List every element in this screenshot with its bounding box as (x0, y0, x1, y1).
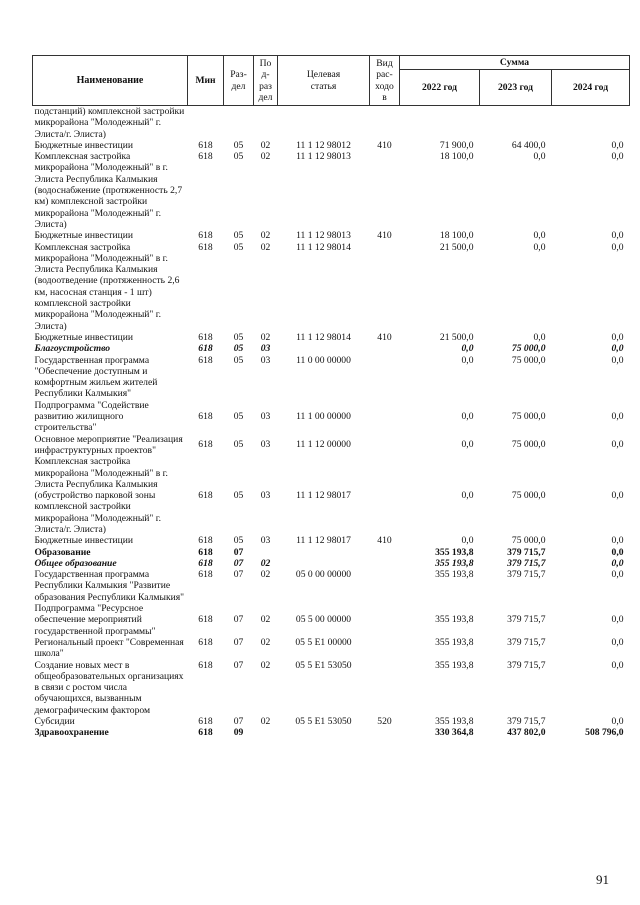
cell-target (278, 558, 370, 569)
cell-podrazdel: 02 (260, 230, 271, 242)
cell-razdel: 05 (233, 139, 244, 151)
cell-2024: 0,0 (611, 354, 624, 366)
cell-2022: 18 100,0 (439, 230, 474, 242)
cell-2022: 71 900,0 (439, 139, 474, 151)
cell-name: Государственная программа "Обеспечение доступным и комфортным жильем жителей Республики Калмыкия" (34, 354, 158, 400)
table-row (33, 355, 630, 400)
cell-2022: 355 193,8 (435, 716, 474, 728)
table-row (33, 603, 630, 637)
header-razdel: Раз- дел (224, 56, 254, 106)
cell-target: 05 5 E1 53050 (295, 659, 352, 671)
cell-2023: 64 400,0 (511, 139, 546, 151)
cell-2023: 75 000,0 (511, 343, 546, 355)
cell-razdel: 07 (233, 659, 244, 671)
cell-2024 (552, 106, 630, 140)
table-row (33, 569, 630, 603)
cell-2023: 0,0 (533, 151, 546, 163)
cell-2024: 0,0 (611, 151, 624, 163)
cell-name: Бюджетные инвестиции (34, 535, 133, 547)
cell-2024: 0,0 (611, 557, 624, 569)
cell-podrazdel: 02 (260, 241, 271, 253)
cell-target: 05 5 00 00000 (295, 614, 352, 626)
cell-target: 11 0 00 00000 (296, 354, 351, 366)
table-body (33, 106, 630, 739)
cell-podrazdel: 03 (260, 354, 271, 366)
cell-vid: 520 (377, 716, 392, 728)
cell-podrazdel: 03 (260, 343, 271, 355)
cell-vid (370, 242, 400, 332)
cell-target: 11 1 12 98012 (296, 139, 351, 151)
cell-2022: 355 193,8 (435, 557, 474, 569)
cell-2023: 0,0 (533, 331, 546, 343)
cell-min: 618 (198, 569, 213, 581)
cell-name: Комплексная застройка микрорайона "Молодежный" в г. Элиста Республика Калмыкия (водоотведение (протяженность 2,6 км, насосная станция - 1 шт) комплексной застройки микрорайона "Молодежный" г. Элиста) (34, 241, 180, 332)
cell-razdel: 07 (233, 636, 244, 648)
cell-2023: 379 715,7 (507, 636, 546, 648)
cell-podrazdel: 02 (260, 557, 271, 569)
cell-name: Образование (34, 546, 91, 558)
cell-2022: 355 193,8 (435, 659, 474, 671)
cell-vid (370, 400, 400, 434)
cell-razdel: 07 (233, 614, 244, 626)
table-row (33, 434, 630, 457)
cell-vid: 410 (377, 331, 392, 343)
table-row (33, 332, 630, 343)
cell-2022: 0,0 (461, 490, 474, 502)
cell-2024: 0,0 (611, 241, 624, 253)
cell-2023: 75 000,0 (511, 535, 546, 547)
cell-target (278, 343, 370, 354)
budget-table (32, 55, 630, 739)
cell-2023: 379 715,7 (507, 569, 546, 581)
table-row (33, 637, 630, 660)
budget-table-page (32, 55, 629, 739)
cell-target (278, 106, 370, 140)
cell-2022: 0,0 (461, 343, 474, 355)
cell-podrazdel: 03 (260, 535, 271, 547)
table-row (33, 106, 630, 140)
header-2024: 2024 год (552, 70, 630, 106)
cell-razdel: 07 (233, 569, 244, 581)
cell-2022 (400, 106, 480, 140)
cell-2022: 21 500,0 (439, 331, 474, 343)
table-row (33, 230, 630, 241)
cell-target: 11 1 00 00000 (296, 411, 351, 423)
cell-razdel: 05 (233, 535, 244, 547)
cell-min: 618 (198, 230, 213, 242)
cell-2024: 0,0 (611, 439, 624, 451)
cell-min (188, 106, 224, 140)
cell-name: Субсидии (34, 716, 75, 728)
cell-min: 618 (198, 535, 213, 547)
cell-2022: 21 500,0 (439, 241, 474, 253)
cell-target: 11 1 12 98017 (296, 535, 351, 547)
cell-min: 618 (198, 490, 213, 502)
cell-razdel: 07 (233, 546, 244, 558)
cell-2024: 0,0 (611, 716, 624, 728)
cell-2024: 0,0 (611, 230, 624, 242)
cell-podrazdel: 02 (260, 716, 271, 728)
cell-2022: 18 100,0 (439, 151, 474, 163)
cell-vid: 410 (377, 535, 392, 547)
cell-name: Региональный проект "Современная школа" (34, 636, 184, 660)
cell-2024: 0,0 (611, 331, 624, 343)
cell-podrazdel: 02 (260, 331, 271, 343)
cell-name: подстанций) комплексной застройки микрорайона "Молодежный" г. Элиста/г. Элиста) (34, 106, 185, 140)
cell-2023: 75 000,0 (511, 354, 546, 366)
cell-podrazdel: 03 (260, 490, 271, 502)
cell-name: Комплексная застройка микрорайона "Молодежный" в г. Элиста Республика Калмыкия (обустройство парковой зоны комплексной застройки микрорайона "Молодежный" г. Элиста/г. Элиста) (34, 456, 168, 535)
cell-min: 618 (198, 139, 213, 151)
cell-2023: 75 000,0 (511, 490, 546, 502)
cell-2023: 379 715,7 (507, 716, 546, 728)
cell-podrazdel: 02 (260, 569, 271, 581)
cell-podrazdel (254, 727, 278, 738)
cell-2024: 0,0 (611, 490, 624, 502)
cell-name: Государственная программа Республики Калмыкия "Развитие образования Республики Калмыкия" (34, 569, 185, 603)
cell-min: 618 (198, 614, 213, 626)
cell-2024: 0,0 (611, 411, 624, 423)
cell-2022: 355 193,8 (435, 546, 474, 558)
cell-podrazdel: 03 (260, 411, 271, 423)
cell-razdel: 05 (233, 241, 244, 253)
cell-target: 11 1 12 98014 (296, 241, 351, 253)
table-row (33, 140, 630, 151)
cell-name: Создание новых мест в общеобразовательных организациях в связи с ростом числа обучающихся, вызванным демографическим фактором (34, 659, 184, 716)
cell-2023: 75 000,0 (511, 411, 546, 423)
cell-vid (370, 660, 400, 716)
cell-min: 618 (198, 727, 213, 739)
cell-2022: 0,0 (461, 354, 474, 366)
cell-2023 (480, 106, 552, 140)
cell-2024: 0,0 (611, 546, 624, 558)
cell-2023: 379 715,7 (507, 557, 546, 569)
cell-2024: 0,0 (611, 614, 624, 626)
cell-razdel (224, 106, 254, 140)
cell-podrazdel: 02 (260, 636, 271, 648)
cell-vid (370, 355, 400, 400)
cell-2023: 379 715,7 (507, 614, 546, 626)
cell-2024: 0,0 (611, 139, 624, 151)
cell-name: Бюджетные инвестиции (34, 230, 133, 242)
cell-razdel: 05 (233, 490, 244, 502)
header-2023: 2023 год (480, 70, 552, 106)
cell-name: Благоустройство (34, 343, 111, 355)
cell-vid (370, 558, 400, 569)
cell-2024: 508 796,0 (585, 727, 624, 739)
cell-razdel: 09 (233, 727, 244, 739)
cell-2022: 355 193,8 (435, 636, 474, 648)
cell-name: Бюджетные инвестиции (34, 139, 133, 151)
header-vid: Вид рас- ходо в (370, 56, 400, 106)
cell-min: 618 (198, 557, 213, 569)
cell-razdel: 05 (233, 343, 244, 355)
header-summa: Сумма (400, 56, 630, 70)
cell-vid (370, 569, 400, 603)
cell-vid (370, 727, 400, 738)
cell-vid (370, 637, 400, 660)
table-row (33, 151, 630, 230)
header-target: Целевая статья (278, 56, 370, 106)
table-row (33, 727, 630, 738)
cell-name: Здравоохранение (34, 727, 109, 739)
table-row (33, 242, 630, 332)
cell-min: 618 (198, 354, 213, 366)
cell-2024: 0,0 (611, 659, 624, 671)
cell-target: 05 5 E1 53050 (295, 716, 352, 728)
cell-target: 11 1 12 98014 (296, 331, 351, 343)
cell-target: 11 1 12 98013 (296, 230, 351, 242)
cell-2024: 0,0 (611, 535, 624, 547)
cell-podrazdel: 02 (260, 139, 271, 151)
cell-name: Подпрограмма "Содействие развитию жилищного строительства" (34, 399, 149, 434)
cell-target: 05 5 E1 00000 (295, 636, 352, 648)
cell-razdel: 05 (233, 151, 244, 163)
cell-2024: 0,0 (611, 569, 624, 581)
cell-2023: 0,0 (533, 241, 546, 253)
cell-vid: 410 (377, 230, 392, 242)
cell-2023: 75 000,0 (511, 439, 546, 451)
cell-2024: 0,0 (611, 636, 624, 648)
page-number: 91 (596, 872, 609, 887)
cell-min: 618 (198, 716, 213, 728)
table-row (33, 660, 630, 716)
cell-2022: 0,0 (461, 439, 474, 451)
cell-2022: 355 193,8 (435, 614, 474, 626)
table-row (33, 343, 630, 354)
cell-razdel: 05 (233, 331, 244, 343)
cell-min: 618 (198, 411, 213, 423)
cell-min: 618 (198, 343, 213, 355)
cell-name: Основное мероприятие "Реализация инфраструктурных проектов" (34, 433, 183, 456)
cell-2023: 379 715,7 (507, 659, 546, 671)
header-name: Наименование (33, 56, 188, 106)
cell-2023: 379 715,7 (507, 546, 546, 558)
cell-podrazdel (254, 547, 278, 558)
cell-podrazdel: 02 (260, 151, 271, 163)
cell-razdel: 05 (233, 439, 244, 451)
table-row (33, 535, 630, 546)
cell-target: 05 0 00 00000 (295, 569, 352, 581)
cell-vid (370, 151, 400, 230)
cell-min: 618 (198, 439, 213, 451)
cell-min: 618 (198, 151, 213, 163)
cell-min: 618 (198, 546, 213, 558)
cell-vid (370, 603, 400, 637)
cell-name: Бюджетные инвестиции (34, 331, 133, 343)
cell-name: Подпрограмма "Ресурсное обеспечение мероприятий государственной программы" (34, 603, 156, 637)
cell-2023: 0,0 (533, 230, 546, 242)
cell-target: 11 1 12 00000 (296, 439, 351, 451)
header-podrazdel: По д- раз дел (254, 56, 278, 106)
cell-2022: 0,0 (461, 535, 474, 547)
cell-vid (370, 456, 400, 535)
cell-podrazdel (254, 106, 278, 140)
header-2022: 2022 год (400, 70, 480, 106)
cell-vid (370, 343, 400, 354)
table-row (33, 558, 630, 569)
table-row (33, 400, 630, 434)
cell-razdel: 05 (233, 411, 244, 423)
cell-min: 618 (198, 659, 213, 671)
cell-min: 618 (198, 331, 213, 343)
cell-podrazdel: 02 (260, 614, 271, 626)
table-row (33, 547, 630, 558)
table-row (33, 716, 630, 727)
cell-razdel: 07 (233, 716, 244, 728)
cell-min: 618 (198, 636, 213, 648)
header-min: Мин (188, 56, 224, 106)
cell-2024: 0,0 (611, 343, 624, 355)
cell-razdel: 05 (233, 354, 244, 366)
cell-vid (370, 106, 400, 140)
cell-razdel: 07 (233, 557, 244, 569)
cell-podrazdel: 02 (260, 659, 271, 671)
cell-2023: 437 802,0 (507, 727, 546, 739)
cell-2022: 0,0 (461, 411, 474, 423)
cell-razdel: 05 (233, 230, 244, 242)
cell-2022: 330 364,8 (435, 727, 474, 739)
cell-podrazdel: 03 (260, 439, 271, 451)
cell-vid: 410 (377, 139, 392, 151)
cell-vid (370, 434, 400, 457)
table-row (33, 456, 630, 535)
cell-vid (370, 547, 400, 558)
cell-min: 618 (198, 241, 213, 253)
cell-name: Общее образование (34, 557, 117, 569)
cell-name: Комплексная застройка микрорайона "Молодежный" в г. Элиста Республика Калмыкия (водоснабжение (протяженность 2,7 км) комплексной застройки микрорайона "Молодежный" г. Элиста) (34, 151, 183, 230)
cell-target: 11 1 12 98017 (296, 490, 351, 502)
cell-2022: 355 193,8 (435, 569, 474, 581)
cell-target (278, 547, 370, 558)
cell-target (278, 727, 370, 738)
cell-target: 11 1 12 98013 (296, 151, 351, 163)
